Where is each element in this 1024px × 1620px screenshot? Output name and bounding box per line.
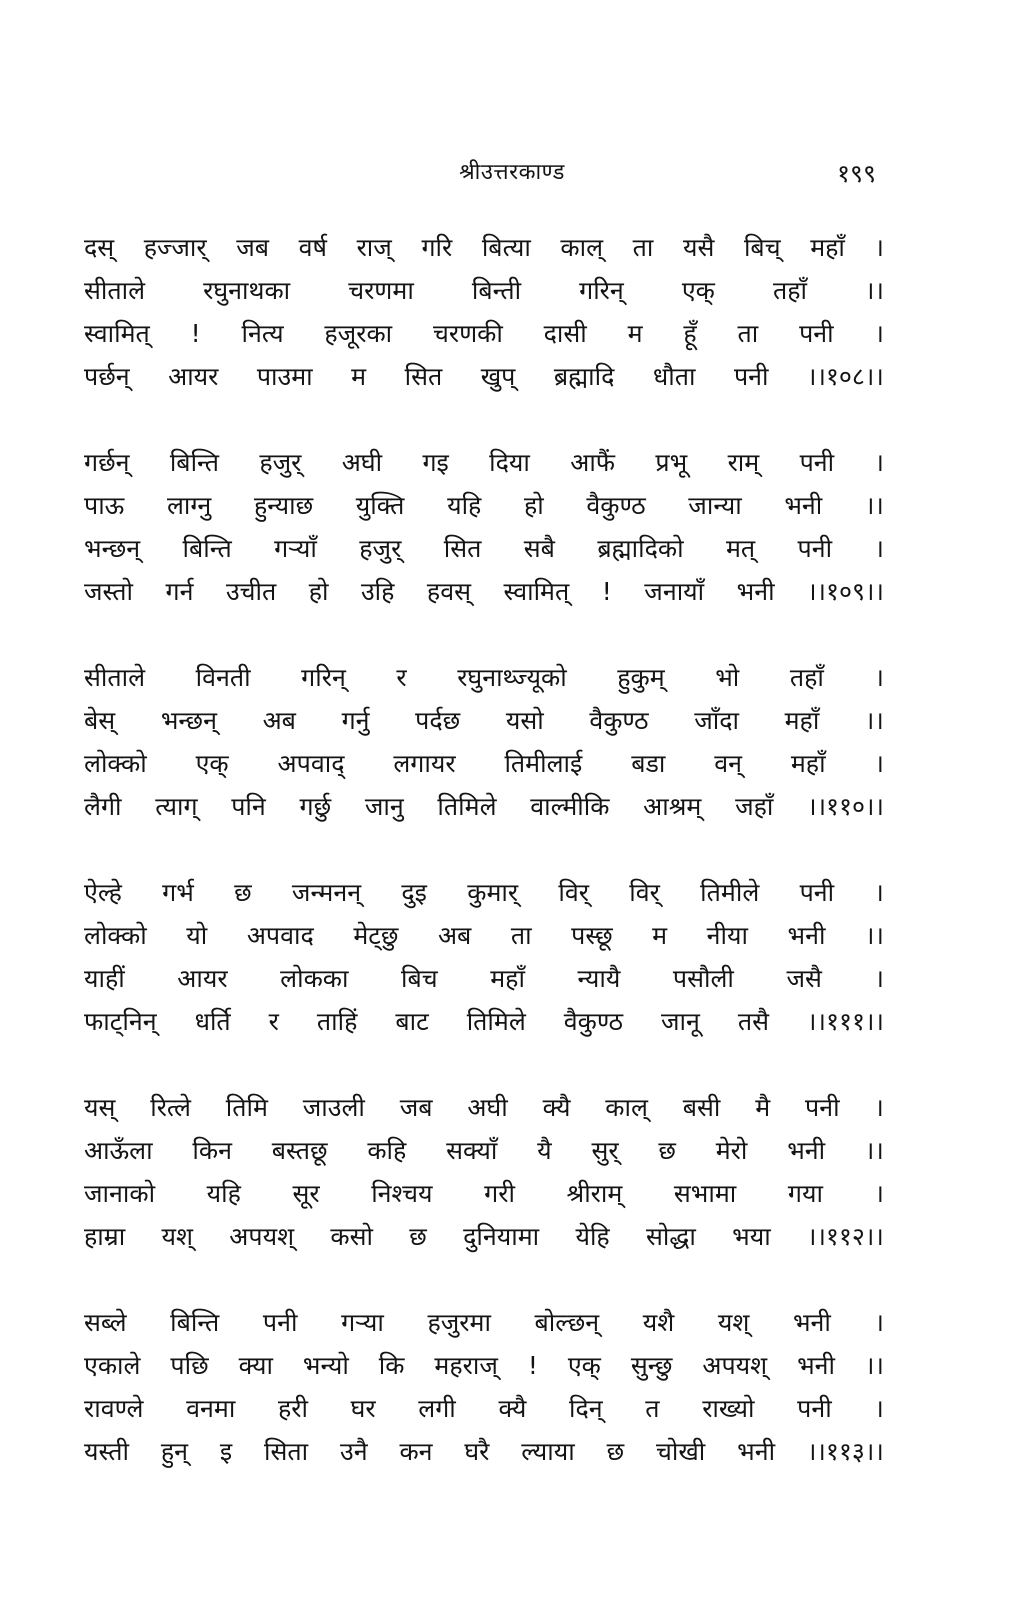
verse-word: विर् bbox=[629, 878, 660, 907]
verse-word: सीताले bbox=[84, 663, 146, 692]
verse-word: सीताले bbox=[84, 276, 146, 305]
verse-word: ता bbox=[737, 319, 759, 348]
verse-word: र bbox=[268, 1007, 279, 1036]
verse-word: यस्ती bbox=[84, 1437, 129, 1466]
verse-word: क्यै bbox=[542, 1093, 571, 1122]
verse-word: पनी bbox=[799, 878, 835, 907]
verse-word: भो bbox=[715, 663, 740, 692]
verse-word: पाउमा bbox=[256, 362, 313, 391]
verse-word: आश्रम् bbox=[643, 792, 702, 821]
verse-word: इ bbox=[219, 1437, 233, 1466]
verse-word: पर्छन् bbox=[84, 362, 130, 391]
verse-word: सभामा bbox=[673, 1179, 737, 1208]
verse-word: हरी bbox=[277, 1394, 308, 1423]
verse-word: यश् bbox=[717, 1308, 750, 1337]
verse-word: आयर bbox=[168, 362, 219, 391]
verse-word: क्यै bbox=[498, 1394, 527, 1423]
verse-word: बाट bbox=[395, 1007, 429, 1036]
verse-word: ।।११२।। bbox=[806, 1222, 884, 1251]
verse-word: तिमि bbox=[225, 1093, 268, 1122]
verse-word: रित्ले bbox=[150, 1093, 191, 1122]
verse-word: गरिन् bbox=[301, 663, 346, 692]
verse-word: गरी bbox=[484, 1179, 515, 1208]
verse-word: पनी bbox=[733, 362, 769, 391]
verse-word: चरणकी bbox=[432, 319, 503, 348]
verse-word: ब्रह्मादिको bbox=[597, 534, 684, 563]
verse-word: पनी bbox=[799, 448, 835, 477]
verse-word: गर्नु bbox=[341, 706, 370, 735]
verse-word: बिच् bbox=[743, 233, 781, 262]
verse-word: कसो bbox=[330, 1222, 373, 1251]
verse-word: गर्भ bbox=[162, 878, 194, 907]
verse-word: एकाले bbox=[84, 1351, 141, 1380]
verse-word: सब्ले bbox=[84, 1308, 127, 1337]
verse-word: ऐल्हे bbox=[84, 878, 122, 907]
stanza-110 bbox=[84, 656, 884, 828]
stanza-113 bbox=[84, 1301, 884, 1473]
verse-word: उचीत bbox=[225, 577, 277, 606]
verse-word: लगी bbox=[418, 1394, 456, 1423]
verse-word: अपयश् bbox=[702, 1351, 768, 1380]
verse-line bbox=[84, 785, 884, 828]
verse-word: भनी bbox=[797, 1351, 836, 1380]
verse-word: न्यायै bbox=[577, 964, 621, 993]
verse-word: अपवाद bbox=[246, 921, 314, 950]
verse-word: ।।११०।। bbox=[807, 792, 884, 821]
verse-word: आफैं bbox=[570, 448, 616, 477]
verse-word: तहाँ bbox=[772, 276, 807, 305]
verse-word: गर्‍याँ bbox=[274, 534, 317, 563]
verse-word: त bbox=[645, 1394, 660, 1423]
verse-line bbox=[84, 226, 884, 269]
verse-word: स्वामित् bbox=[84, 319, 150, 348]
verse-word: वन् bbox=[714, 749, 742, 778]
verse-word: एक् bbox=[195, 749, 229, 778]
verse-word: हुकुम् bbox=[617, 663, 665, 692]
verse-word: अब bbox=[262, 706, 296, 735]
verse-word: पनी bbox=[805, 1093, 840, 1122]
running-title: श्रीउत्तरकाण्ड bbox=[459, 160, 565, 185]
verse-word: । bbox=[874, 1308, 884, 1337]
verse-word: वनमा bbox=[186, 1394, 236, 1423]
verse-word: पनी bbox=[799, 319, 834, 348]
verse-word: छ bbox=[606, 1437, 625, 1466]
verse-word: बसी bbox=[682, 1093, 721, 1122]
verse-line bbox=[84, 656, 884, 699]
verse-line bbox=[84, 1129, 884, 1172]
stanza-111 bbox=[84, 871, 884, 1043]
verse-word: महाँ bbox=[810, 233, 845, 262]
verse-word: यस् bbox=[84, 1093, 116, 1122]
verse-word: अघी bbox=[467, 1093, 508, 1122]
verse-word: याहीं bbox=[84, 964, 125, 993]
verse-word: वैकुण्ठ bbox=[589, 706, 649, 735]
verse-word: बिन्ती bbox=[471, 276, 522, 305]
verse-word: वैकुण्ठ bbox=[563, 1007, 624, 1036]
verse-word: राख्यो bbox=[702, 1394, 755, 1423]
verse-word: गरिन् bbox=[579, 276, 624, 305]
verse-word: राज् bbox=[356, 233, 392, 262]
verse-word: छ bbox=[658, 1136, 676, 1165]
verse-word: ता bbox=[510, 921, 532, 950]
verse-word: बडा bbox=[631, 749, 666, 778]
verse-word: अब bbox=[437, 921, 472, 950]
verse-word: युक्ति bbox=[355, 491, 405, 520]
verse-word: दुनियामा bbox=[463, 1222, 540, 1251]
verse-word: सोद्धा bbox=[646, 1222, 696, 1251]
verse-line bbox=[84, 1172, 884, 1215]
verse-word: किन bbox=[192, 1136, 232, 1165]
verse-word: गर्न bbox=[165, 577, 194, 606]
verse-word: भनी bbox=[736, 577, 775, 606]
verse-word: येहि bbox=[575, 1222, 610, 1251]
verse-word: । bbox=[874, 1179, 884, 1208]
verse-word: दासी bbox=[543, 319, 587, 348]
verse-word: ।। bbox=[864, 1136, 884, 1165]
verse-word: । bbox=[874, 534, 884, 563]
verse-word: बिन्ति bbox=[169, 448, 220, 477]
page-header bbox=[0, 156, 1024, 196]
verse-word: दस् bbox=[84, 233, 115, 262]
verse-word: गया bbox=[787, 1179, 823, 1208]
verse-line bbox=[84, 484, 884, 527]
verse-word: कहि bbox=[367, 1136, 407, 1165]
verse-word: । bbox=[874, 319, 884, 348]
verse-word: भनी bbox=[784, 491, 823, 520]
verse-word: बोल्छन् bbox=[534, 1308, 600, 1337]
verse-line bbox=[84, 1344, 884, 1387]
verse-word: खुप् bbox=[480, 362, 516, 391]
verse-word: जान्या bbox=[688, 491, 742, 520]
stanza-112 bbox=[84, 1086, 884, 1258]
verse-word: तिमीलाई bbox=[504, 749, 583, 778]
verse-word: लैगी bbox=[84, 792, 122, 821]
verse-word: पनी bbox=[262, 1308, 298, 1337]
verse-word: अपयश् bbox=[229, 1222, 295, 1251]
verse-word: स्वामित् bbox=[503, 577, 570, 606]
verse-word: जानु bbox=[364, 792, 404, 821]
verse-line bbox=[84, 871, 884, 914]
verse-word: तिमीले bbox=[700, 878, 760, 907]
verse-word: जाँदा bbox=[694, 706, 739, 735]
verse-word: मेरो bbox=[715, 1136, 748, 1165]
verse-word: वाल्मीकि bbox=[530, 792, 610, 821]
verse-word: जानू bbox=[661, 1007, 700, 1036]
verse-word: राम् bbox=[727, 448, 760, 477]
verse-word: सक्याँ bbox=[446, 1136, 498, 1165]
verse-word: विर् bbox=[558, 878, 589, 907]
verse-word: हजुर् bbox=[259, 448, 302, 477]
verse-word: ताहिं bbox=[316, 1007, 358, 1036]
verse-word: फाट्निन् bbox=[84, 1007, 157, 1036]
verse-word: । bbox=[874, 663, 884, 692]
verse-word: लाग्नु bbox=[166, 491, 212, 520]
verse-word: एक् bbox=[567, 1351, 601, 1380]
verse-word: काल् bbox=[605, 1093, 648, 1122]
verse-word: मेट्छु bbox=[353, 921, 399, 950]
verse-word: ! bbox=[527, 1351, 538, 1380]
verse-word: र bbox=[396, 663, 407, 692]
verse-word: भन्छन् bbox=[160, 706, 217, 735]
verse-word: जाउली bbox=[302, 1093, 365, 1122]
verse-word: ।।१०९।। bbox=[807, 577, 884, 606]
verse-word: सित bbox=[404, 362, 443, 391]
verse-word: । bbox=[874, 749, 884, 778]
verse-word: भनी bbox=[787, 921, 826, 950]
verse-word: सिता bbox=[264, 1437, 309, 1466]
verse-word: जनायाँ bbox=[644, 577, 705, 606]
verse-word: नीया bbox=[706, 921, 748, 950]
verse-word: घरै bbox=[464, 1437, 490, 1466]
verse-word: ।। bbox=[865, 1351, 884, 1380]
verse-word: हुन्याछ bbox=[253, 491, 314, 520]
verse-word: । bbox=[874, 964, 884, 993]
verse-word: ल्याया bbox=[521, 1437, 575, 1466]
verse-line bbox=[84, 1301, 884, 1344]
verse-word: हजुरमा bbox=[427, 1308, 491, 1337]
verse-line bbox=[84, 1215, 884, 1258]
verse-word: ।।१११।। bbox=[807, 1007, 884, 1036]
verse-word: जहाँ bbox=[735, 792, 774, 821]
verse-word: ता bbox=[632, 233, 654, 262]
verse-body bbox=[84, 226, 884, 1516]
verse-line bbox=[84, 742, 884, 785]
verse-word: तिमिले bbox=[437, 792, 497, 821]
verse-word: महाँ bbox=[490, 964, 525, 993]
verse-word: दिन् bbox=[568, 1394, 603, 1423]
verse-word: पस्छू bbox=[571, 921, 613, 950]
verse-word: प्रभू bbox=[655, 448, 688, 477]
verse-word: यश् bbox=[161, 1222, 193, 1251]
verse-word: पसौली bbox=[672, 964, 734, 993]
verse-word: श्रीराम् bbox=[566, 1179, 623, 1208]
verse-word: पाऊ bbox=[84, 491, 125, 520]
verse-word: बेस् bbox=[84, 706, 116, 735]
verse-word: यहि bbox=[206, 1179, 241, 1208]
verse-word: जन्मनन् bbox=[291, 878, 362, 907]
verse-word: यहि bbox=[447, 491, 482, 520]
verse-word: ब्रह्मादि bbox=[553, 362, 615, 391]
verse-word: हाम्रा bbox=[84, 1222, 126, 1251]
verse-word: बस्तछू bbox=[271, 1136, 328, 1165]
verse-word: महाँ bbox=[790, 749, 826, 778]
verse-word: भनी bbox=[792, 1308, 831, 1337]
verse-word: म bbox=[351, 362, 367, 391]
verse-word: लोक्को bbox=[84, 921, 147, 950]
verse-word: यसो bbox=[505, 706, 544, 735]
stanza-109 bbox=[84, 441, 884, 613]
verse-line bbox=[84, 1086, 884, 1129]
verse-word: म bbox=[652, 921, 668, 950]
verse-word: ।। bbox=[865, 276, 884, 305]
verse-word: जस्तो bbox=[84, 577, 134, 606]
verse-word: जसै bbox=[786, 964, 822, 993]
verse-word: आयर bbox=[177, 964, 228, 993]
verse-word: ।। bbox=[865, 921, 884, 950]
verse-word: यसै bbox=[682, 233, 715, 262]
verse-word: उनै bbox=[340, 1437, 368, 1466]
verse-line bbox=[84, 957, 884, 1000]
verse-word: तहाँ bbox=[789, 663, 824, 692]
verse-line bbox=[84, 312, 884, 355]
verse-line bbox=[84, 570, 884, 613]
verse-word: ।।११३।। bbox=[806, 1437, 884, 1466]
verse-word: यै bbox=[537, 1136, 552, 1165]
verse-line bbox=[84, 914, 884, 957]
verse-word: चोखी bbox=[655, 1437, 706, 1466]
verse-word: धर्ति bbox=[194, 1007, 231, 1036]
verse-word: । bbox=[874, 448, 884, 477]
verse-word: लगायर bbox=[393, 749, 456, 778]
verse-line bbox=[84, 1387, 884, 1430]
verse-word: हजूरका bbox=[324, 319, 393, 348]
verse-line bbox=[84, 699, 884, 742]
verse-word: बिच bbox=[401, 964, 438, 993]
verse-word: । bbox=[874, 1093, 884, 1122]
verse-word: सुन्छु bbox=[630, 1351, 673, 1380]
verse-word: गर्‍या bbox=[341, 1308, 384, 1337]
verse-word: भन्छन् bbox=[84, 534, 141, 563]
verse-word: मत् bbox=[725, 534, 756, 563]
verse-line bbox=[84, 355, 884, 398]
verse-word: भन्यो bbox=[302, 1351, 349, 1380]
verse-word: मै bbox=[755, 1093, 771, 1122]
verse-word: सुर् bbox=[591, 1136, 619, 1165]
verse-word: ।। bbox=[864, 491, 884, 520]
verse-line bbox=[84, 1430, 884, 1473]
verse-word: महाँ bbox=[784, 706, 820, 735]
verse-word: हज्जार् bbox=[143, 233, 207, 262]
verse-word: उहि bbox=[360, 577, 395, 606]
verse-word: आऊँला bbox=[84, 1136, 153, 1165]
verse-word: पनि bbox=[231, 792, 266, 821]
verse-word: सूर bbox=[292, 1179, 320, 1208]
verse-word: ! bbox=[190, 319, 201, 348]
verse-word: कि bbox=[378, 1351, 405, 1380]
verse-word: वैकुण्ठ bbox=[586, 491, 646, 520]
verse-word: बिन्ति bbox=[170, 1308, 220, 1337]
verse-word: हो bbox=[308, 577, 329, 606]
verse-line bbox=[84, 441, 884, 484]
verse-word: काल् bbox=[560, 233, 604, 262]
verse-word: भनी bbox=[737, 1437, 776, 1466]
verse-word: गर्छु bbox=[299, 792, 332, 821]
verse-word: पर्दछ bbox=[415, 706, 461, 735]
stanza-108 bbox=[84, 226, 884, 398]
verse-word: पछि bbox=[170, 1351, 209, 1380]
verse-word: ।। bbox=[864, 706, 884, 735]
verse-word: हो bbox=[523, 491, 544, 520]
verse-word: छ bbox=[234, 878, 252, 907]
verse-word: क्या bbox=[238, 1351, 273, 1380]
verse-word: । bbox=[874, 1394, 884, 1423]
verse-word: भया bbox=[732, 1222, 771, 1251]
verse-word: तिमिले bbox=[466, 1007, 526, 1036]
verse-line bbox=[84, 269, 884, 312]
verse-word: गर्छन् bbox=[84, 448, 130, 477]
verse-word: म bbox=[627, 319, 643, 348]
verse-word: निश्चय bbox=[371, 1179, 433, 1208]
verse-word: रावण्ले bbox=[84, 1394, 144, 1423]
verse-word: छ bbox=[409, 1222, 427, 1251]
verse-word: त्याग् bbox=[155, 792, 198, 821]
verse-line bbox=[84, 1000, 884, 1043]
verse-word: कन bbox=[399, 1437, 433, 1466]
verse-word: । bbox=[874, 878, 884, 907]
verse-line bbox=[84, 527, 884, 570]
verse-word: सित bbox=[443, 534, 482, 563]
verse-word: लोक्को bbox=[84, 749, 147, 778]
verse-word: घर bbox=[350, 1394, 376, 1423]
verse-word: हजुर् bbox=[359, 534, 402, 563]
verse-word: रघुनाथका bbox=[203, 276, 291, 305]
verse-word: गइ bbox=[422, 448, 449, 477]
verse-word: रघुनाथ्ज्यूको bbox=[457, 663, 567, 692]
verse-word: वर्ष bbox=[298, 233, 327, 262]
page-number: १९९ bbox=[836, 159, 876, 188]
verse-word: ! bbox=[601, 577, 612, 606]
verse-word: विनती bbox=[195, 663, 251, 692]
verse-word: नित्य bbox=[241, 319, 284, 348]
verse-word: दिया bbox=[489, 448, 530, 477]
verse-word: जब bbox=[236, 233, 270, 262]
verse-word: महराज् bbox=[434, 1351, 498, 1380]
verse-word: हुन् bbox=[160, 1437, 188, 1466]
verse-word: । bbox=[874, 233, 884, 262]
verse-word: हूँ bbox=[683, 319, 697, 348]
verse-word: तसै bbox=[737, 1007, 770, 1036]
verse-word: एक् bbox=[681, 276, 715, 305]
verse-word: दुइ bbox=[401, 878, 427, 907]
verse-word: यशै bbox=[642, 1308, 675, 1337]
verse-word: बित्या bbox=[481, 233, 531, 262]
verse-word: जब bbox=[399, 1093, 433, 1122]
verse-word: पनी bbox=[797, 1394, 832, 1423]
verse-word: अपवाद् bbox=[277, 749, 345, 778]
verse-word: हवस् bbox=[426, 577, 471, 606]
verse-word: सबै bbox=[523, 534, 555, 563]
verse-word: धौता bbox=[652, 362, 696, 391]
verse-word: यो bbox=[186, 921, 208, 950]
verse-word: चरणमा bbox=[348, 276, 414, 305]
verse-word: लोकका bbox=[280, 964, 349, 993]
verse-word: भनी bbox=[787, 1136, 826, 1165]
verse-word: जानाको bbox=[84, 1179, 156, 1208]
verse-word: अघी bbox=[341, 448, 383, 477]
verse-word: पनी bbox=[797, 534, 833, 563]
verse-word: ।।१०८।। bbox=[806, 362, 884, 391]
verse-word: गरि bbox=[421, 233, 453, 262]
verse-word: बिन्ति bbox=[182, 534, 232, 563]
verse-word: कुमार् bbox=[467, 878, 519, 907]
